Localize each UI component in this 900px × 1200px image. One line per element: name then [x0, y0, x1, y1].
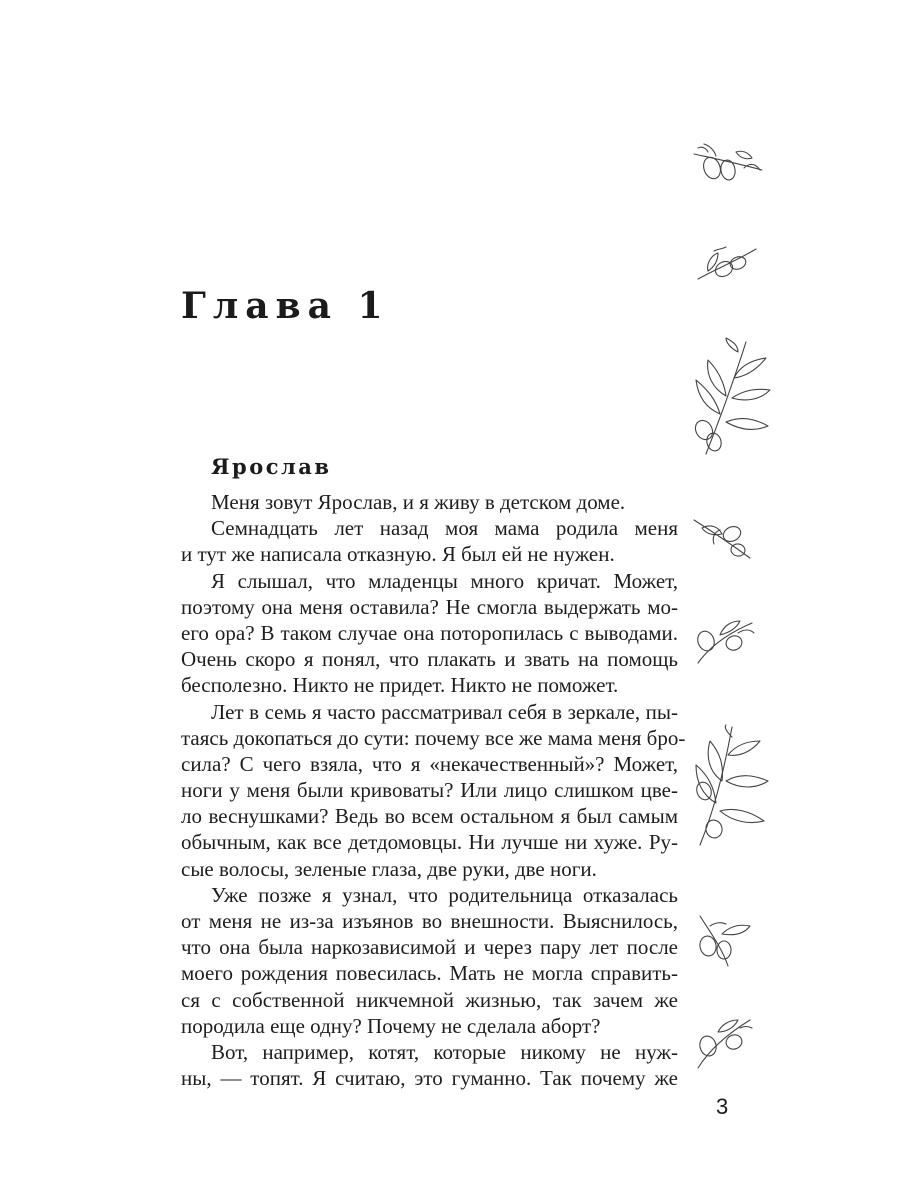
- text-line: Семнадцать лет назад моя мама родила меня: [211, 516, 678, 541]
- text-line: бесполезно. Никто не придет. Никто не поможет.: [181, 673, 619, 698]
- section-heading: Ярослав: [211, 454, 332, 479]
- olive-branch-icon: [694, 615, 756, 667]
- chapter-body: [181, 489, 686, 1091]
- text-line: ся с собственной никчемной жизнью, так зачем же: [181, 987, 678, 1012]
- text-line: ны, — топят. Я считаю, это гуманно. Так почему же: [181, 1066, 678, 1091]
- text-line: поэтому она меня оставила? Не смогла выдержать мо-: [181, 594, 678, 619]
- text-line: что она была наркозависимой и через пару лет после: [181, 935, 678, 960]
- text-line: от меня не из-за изъянов во внешности. Выяснилось,: [181, 909, 678, 933]
- text-line: Меня зовут Ярослав, и я живу в детском доме.: [211, 490, 626, 514]
- olive-branch-icon: [694, 243, 758, 287]
- text-line: породила еще одну? Почему не сделала аборт?: [181, 1013, 601, 1038]
- text-line: Лет в семь я часто рассматривал себя в зеркале, пы-: [211, 699, 678, 724]
- text-line: ноги у меня были кривоваты? Или лицо слишком цве-: [181, 778, 678, 803]
- text-line: его ора? В таком случае она поторопилась с выводами.: [181, 620, 678, 645]
- text-line: ло веснушками? Ведь во всем остальном я был самым: [181, 804, 678, 829]
- olive-branch-icon: [694, 912, 756, 968]
- olive-branch-icon: [692, 514, 754, 562]
- text-line: сые волосы, зеленые глаза, две руки, две ноги.: [181, 856, 597, 881]
- olive-branch-icon: [694, 1016, 754, 1070]
- olive-branch-icon: [688, 725, 772, 847]
- page-number: 3: [716, 1094, 729, 1119]
- text-line: сила? С чего взяла, что я «некачественный»? Может,: [181, 751, 678, 776]
- text-line: обычным, как все детдомовцы. Ни лучше ни хуже. Ру-: [181, 830, 678, 855]
- olive-branch-icon: [690, 338, 772, 456]
- olive-branch-icon: [692, 140, 764, 188]
- text-line: моего рождения повесилась. Мать не могла справить-: [181, 961, 678, 986]
- text-line: Вот, например, котят, которые никому не нуж-: [211, 1039, 678, 1064]
- text-line: Уже позже я узнал, что родительница отказалась: [211, 882, 678, 907]
- text-line: таясь докопаться до сути: почему все же мама меня бро-: [181, 725, 686, 750]
- text-line: и тут же написала отказную. Я был ей не нужен.: [181, 542, 615, 567]
- chapter-title: Глава 1: [181, 285, 390, 327]
- text-line: Очень скоро я понял, что плакать и звать на помощь: [181, 647, 678, 672]
- text-line: Я слышал, что младенцы много кричат. Может,: [211, 568, 678, 593]
